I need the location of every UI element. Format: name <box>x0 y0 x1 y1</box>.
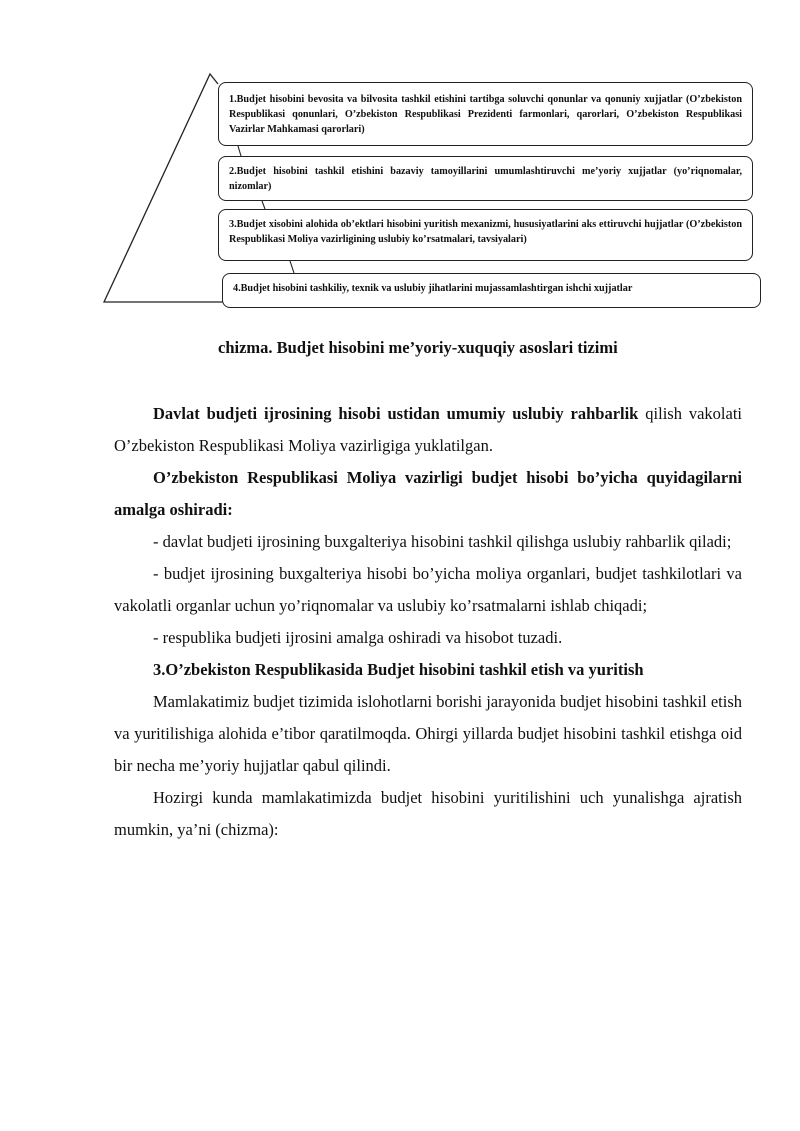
list-item-1: - davlat budjeti ijrosining buxgalteriya hisobini tashkil qilishga uslubiy rahbarlik qiladi; <box>153 532 732 551</box>
diagram-level-4: 4.Budjet hisobini tashkiliy, texnik va uslubiy jihatlarini mujassamlashtirgan ishchi xujjatlar <box>222 273 761 308</box>
pyramid-outline <box>104 74 230 302</box>
paragraph-1-bold: Davlat budjeti ijrosining hisobi ustidan umumiy uslubiy rahbarlik <box>153 404 639 423</box>
paragraph-1 <box>114 398 742 462</box>
paragraph-4: Hozirgi kunda mamlakatimizda budjet hisobini yuritilishini uch yunalishga ajratish mumkin, ya’ni (chizma): <box>114 788 742 839</box>
body-text <box>114 398 742 846</box>
diagram-caption <box>0 338 800 358</box>
caption-text: chizma. Budjet hisobini me’yoriy-xuquqiy asoslari tizimi <box>218 338 618 357</box>
connector-2-3 <box>262 201 265 209</box>
paragraph-2: O’zbekiston Respublikasi Moliya vazirligi budjet hisobi bo’yicha quyidagilarni amalga oshiradi: <box>114 468 742 519</box>
connector-1-2 <box>238 146 241 156</box>
section-heading: 3.O’zbekiston Respublikasida Budjet hisobini tashkil etish va yuritish <box>153 660 644 679</box>
paragraph-1-rest: qilish vakolati O’zbekiston Respublikasi Moliya vazirligiga yuklatilgan. <box>114 404 742 455</box>
diagram-level-1: 1.Budjet hisobini bevosita va bilvosita tashkil etishini tartibga soluvchi qonunlar va qonuniy xujjatlar (O’zbekiston Respublikasi qonunlari, O’zbekiston Respublikasi Prezidenti farmonlari, qarorlari, O’zbekiston Respublikasi Vazirlar Mahkamasi qarorlari) <box>218 82 753 146</box>
connector-3-4 <box>290 261 294 273</box>
list-item-2: - budjet ijrosining buxgalteriya hisobi bo’yicha moliya organlari, budjet tashkilotlari va vakolatli organlar uchun yo’riqnomalar va uslubiy ko’rsatmalarni ishlab chiqadi; <box>114 564 742 615</box>
paragraph-3: Mamlakatimiz budjet tizimida islohotlarni borishi jarayonida budjet hisobini tashkil etish va yuritilishiga alohida e’tibor qaratilmoqda. Ohirgi yillarda budjet hisobini tashkil etishga oid bir necha me’yoriy hujjatlar qabul qilindi. <box>114 692 742 775</box>
diagram-level-2: 2.Budjet hisobini tashkil etishini bazaviy tamoyillarini umumlashtiruvchi me’yoriy xujjatlar (yo’riqnomalar, nizomlar) <box>218 156 753 201</box>
diagram-level-3: 3.Budjet xisobini alohida ob’ektlari hisobini yuritish mexanizmi, hususiyatlarini aks ettiruvchi hujjatlar (O’zbekiston Respublikasi Moliya vazirligining uslubiy ko’rsatmalari, tavsiyalari) <box>218 209 753 261</box>
list-item-3: - respublika budjeti ijrosini amalga oshiradi va hisobot tuzadi. <box>153 628 563 647</box>
